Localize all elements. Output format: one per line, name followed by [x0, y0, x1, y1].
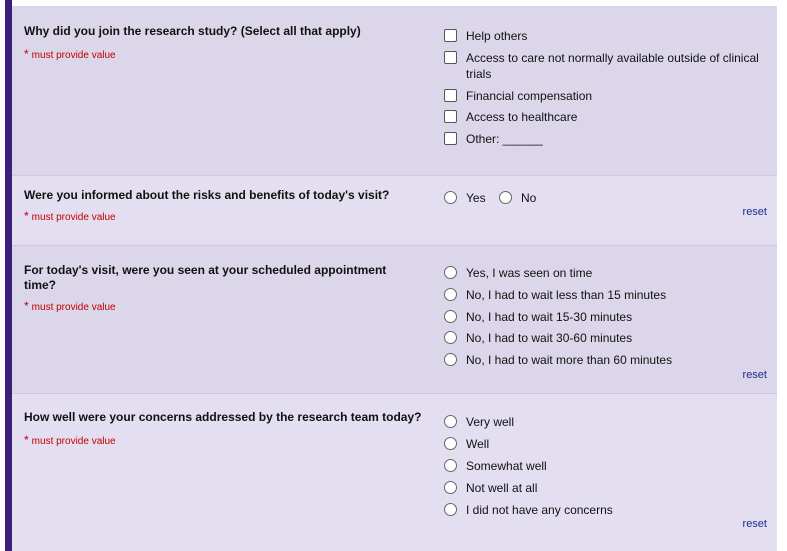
reset-link[interactable]: reset — [742, 518, 767, 530]
option-other[interactable] — [444, 131, 769, 147]
checkbox[interactable] — [444, 51, 457, 64]
required-text: must provide value — [31, 436, 116, 447]
question-text: Were you informed about the risks and benefits of today's visit? — [24, 188, 390, 202]
survey-form — [12, 6, 777, 551]
required-text: must provide value — [31, 50, 116, 61]
required-star: * — [24, 299, 29, 313]
required-star: * — [24, 209, 29, 223]
option-access-to-healthcare[interactable] — [444, 109, 769, 125]
required-text: must provide value — [31, 212, 116, 223]
radio-button[interactable] — [444, 331, 457, 344]
option-not-well[interactable] — [444, 480, 769, 496]
required-note — [24, 433, 116, 447]
option-very-well[interactable] — [444, 414, 769, 430]
radio-button[interactable] — [444, 459, 457, 472]
option-help-others[interactable] — [444, 28, 769, 44]
question-scheduled-time — [12, 246, 777, 394]
option-label: No — [521, 191, 537, 205]
radio-button[interactable] — [444, 266, 457, 279]
checkbox[interactable] — [444, 29, 457, 42]
checkbox[interactable] — [444, 132, 457, 145]
checkbox[interactable] — [444, 89, 457, 102]
required-note — [24, 47, 116, 61]
option-label: No, I had to wait 30-60 minutes — [466, 331, 633, 345]
required-note — [24, 209, 116, 223]
option-wait-less-15[interactable] — [444, 287, 769, 303]
radio-button[interactable] — [444, 437, 457, 450]
option-yes[interactable] — [444, 190, 486, 206]
option-label: No, I had to wait 15-30 minutes — [466, 310, 633, 324]
required-note — [24, 299, 116, 313]
required-star: * — [24, 47, 29, 61]
option-financial-compensation[interactable] — [444, 88, 769, 104]
radio-button[interactable] — [444, 481, 457, 494]
reset-link[interactable]: reset — [742, 369, 767, 381]
option-label: Very well — [466, 415, 515, 429]
radio-button[interactable] — [444, 310, 457, 323]
question-text: How well were your concerns addressed by the research team today? — [24, 410, 422, 424]
question-join-reason — [12, 6, 777, 176]
required-text: must provide value — [31, 302, 116, 313]
option-wait-15-30[interactable] — [444, 309, 769, 325]
radio-button[interactable] — [444, 503, 457, 516]
radio-button[interactable] — [444, 191, 457, 204]
option-label: Other: ______ — [466, 132, 543, 146]
required-star: * — [24, 433, 29, 447]
option-label: No, I had to wait more than 60 minutes — [466, 353, 673, 367]
option-wait-30-60[interactable] — [444, 330, 769, 346]
option-label: Access to healthcare — [466, 110, 578, 124]
reset-link[interactable]: reset — [742, 206, 767, 218]
option-access-to-care[interactable] — [444, 50, 769, 82]
option-no[interactable] — [499, 190, 536, 206]
radio-button[interactable] — [444, 353, 457, 366]
question-informed-risks — [12, 176, 777, 246]
option-label: Yes — [466, 191, 486, 205]
option-well[interactable] — [444, 436, 769, 452]
radio-button[interactable] — [444, 288, 457, 301]
option-no-concerns[interactable] — [444, 502, 769, 518]
option-somewhat-well[interactable] — [444, 458, 769, 474]
option-label: I did not have any concerns — [466, 503, 613, 517]
question-text: Why did you join the research study? (Select all that apply) — [24, 24, 361, 38]
radio-button[interactable] — [444, 415, 457, 428]
radio-button[interactable] — [499, 191, 512, 204]
option-label: No, I had to wait less than 15 minutes — [466, 288, 667, 302]
question-text: For today's visit, were you seen at your scheduled appointment time? — [24, 263, 387, 292]
option-seen-on-time[interactable] — [444, 265, 769, 281]
option-label: Help others — [466, 29, 528, 43]
option-label: Somewhat well — [466, 459, 547, 473]
option-label: Access to care not normally available outside of clinical trials — [466, 51, 759, 81]
question-concerns-addressed — [12, 394, 777, 551]
left-accent-bar — [5, 0, 12, 551]
checkbox[interactable] — [444, 110, 457, 123]
option-label: Yes, I was seen on time — [466, 266, 593, 280]
option-label: Not well at all — [466, 481, 538, 495]
option-label: Financial compensation — [466, 89, 593, 103]
option-label: Well — [466, 437, 490, 451]
option-wait-more-60[interactable] — [444, 352, 769, 368]
